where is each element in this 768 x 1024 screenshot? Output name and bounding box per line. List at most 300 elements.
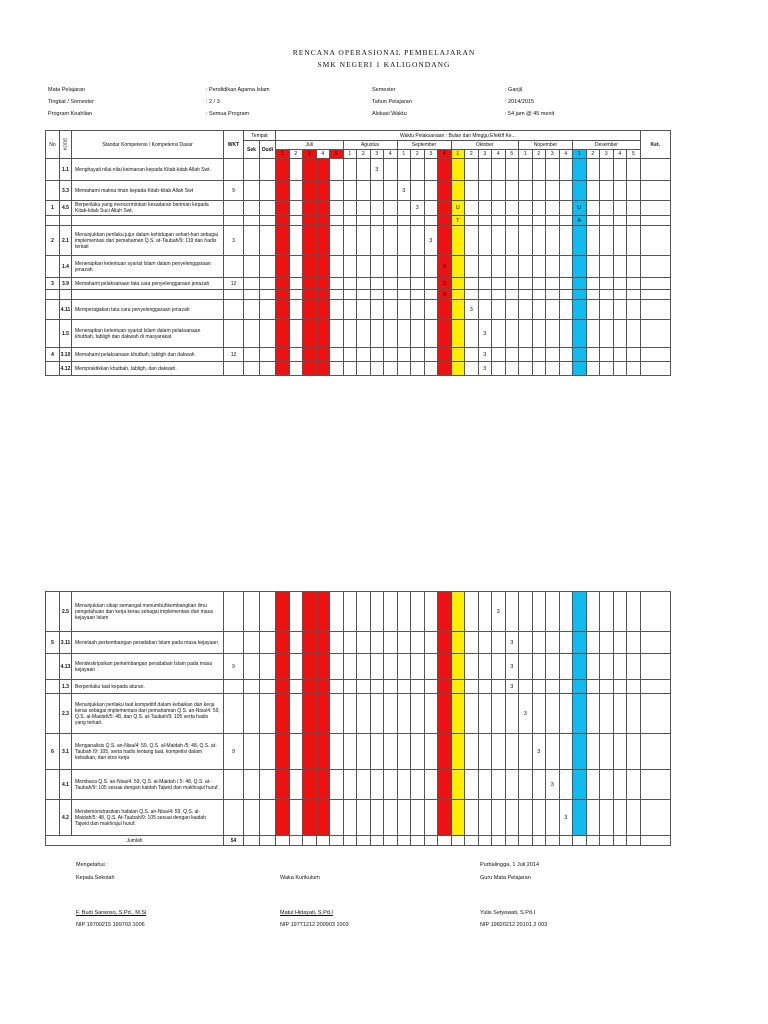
row-kd: Menunjukkan sikap semangat menumbuhkembangkan ilmu pengetahuan dan kerja keras sebagai implementasi dari masa kejayaan Islam: [72, 592, 224, 632]
week-number: 2: [411, 150, 425, 159]
week-cell: [546, 348, 560, 362]
week-cell: [316, 320, 330, 348]
week-cell: [411, 320, 425, 348]
week-cell: [316, 181, 330, 201]
week-cell: [411, 770, 425, 800]
meta-value-semester: : Ganjil: [505, 87, 523, 93]
week-cell: [546, 800, 560, 836]
week-cell: [478, 592, 492, 632]
week-cell: [519, 300, 533, 320]
week-number: 1: [573, 150, 587, 159]
week-cell: [492, 226, 506, 256]
total-empty-cell: [451, 836, 465, 846]
week-cell: [478, 680, 492, 694]
week-cell: [465, 226, 479, 256]
week-cell: [330, 290, 344, 300]
week-cell: [357, 770, 371, 800]
week-cell: [357, 290, 371, 300]
row-ket: [640, 181, 670, 201]
week-cell: [532, 216, 546, 226]
week-cell: [505, 592, 519, 632]
week-cell: [627, 632, 641, 654]
week-cell: [411, 654, 425, 680]
week-cell: [600, 320, 614, 348]
week-cell: [303, 680, 317, 694]
row-kode: 1.5: [60, 320, 72, 348]
week-cell: [424, 592, 438, 632]
week-cell: [330, 181, 344, 201]
row-ket: [640, 654, 670, 680]
week-cell: [357, 226, 371, 256]
row-wkt: 12: [224, 348, 244, 362]
week-cell: [573, 654, 587, 680]
week-cell: [276, 278, 290, 290]
week-cell: [424, 201, 438, 216]
week-cell: [505, 290, 519, 300]
week-cell: [451, 654, 465, 680]
row-no: 3: [46, 278, 60, 290]
row-no: [46, 592, 60, 632]
row-kode: 4.12: [60, 362, 72, 376]
week-cell: [316, 654, 330, 680]
week-cell: [330, 278, 344, 290]
week-cell: [627, 320, 641, 348]
week-number: 1: [451, 150, 465, 159]
meta-label-program: Program Keahlian: [48, 111, 93, 117]
week-cell: [573, 592, 587, 632]
week-cell: [370, 216, 384, 226]
week-cell: [492, 770, 506, 800]
week-cell: [478, 800, 492, 836]
week-cell: [505, 300, 519, 320]
week-cell: [357, 632, 371, 654]
week-cell: [343, 216, 357, 226]
week-cell: [397, 592, 411, 632]
week-cell: [586, 694, 600, 734]
week-cell: [519, 256, 533, 278]
table-row: [46, 181, 671, 201]
total-empty-cell: [276, 836, 290, 846]
week-cell: [370, 770, 384, 800]
week-cell: [438, 592, 452, 632]
row-no: [46, 680, 60, 694]
row-ket: [640, 226, 670, 256]
week-cell: [330, 362, 344, 376]
week-cell: [505, 226, 519, 256]
row-dudi: [260, 181, 276, 201]
week-cell: [438, 654, 452, 680]
week-cell: [492, 300, 506, 320]
week-cell: [289, 181, 303, 201]
total-empty-cell: [519, 836, 533, 846]
week-cell: [424, 632, 438, 654]
week-cell: [627, 290, 641, 300]
week-cell: [370, 201, 384, 216]
week-cell: [343, 680, 357, 694]
week-cell: [465, 632, 479, 654]
week-cell: [586, 226, 600, 256]
week-cell: 3: [411, 201, 425, 216]
row-wkt: 9: [224, 181, 244, 201]
week-cell: [303, 256, 317, 278]
week-cell: [411, 592, 425, 632]
row-dudi: [260, 216, 276, 226]
week-cell: 3: [424, 226, 438, 256]
row-ket: [640, 278, 670, 290]
week-cell: [465, 654, 479, 680]
schedule-table-1: [45, 130, 671, 376]
week-cell: [465, 680, 479, 694]
row-kd: [72, 216, 224, 226]
week-cell: [532, 680, 546, 694]
row-ket: [640, 300, 670, 320]
week-cell: [532, 201, 546, 216]
week-number: 1: [397, 150, 411, 159]
week-cell: [438, 632, 452, 654]
week-cell: 3: [478, 320, 492, 348]
week-cell: [559, 632, 573, 654]
week-cell: [411, 181, 425, 201]
week-cell: [303, 278, 317, 290]
row-sek: [244, 278, 260, 290]
week-cell: [384, 694, 398, 734]
week-cell: [276, 300, 290, 320]
week-cell: [586, 680, 600, 694]
week-cell: [424, 680, 438, 694]
week-cell: [330, 654, 344, 680]
week-cell: [424, 278, 438, 290]
week-cell: [532, 362, 546, 376]
week-number: 3: [600, 150, 614, 159]
total-empty-cell: [613, 836, 627, 846]
week-cell: [600, 348, 614, 362]
total-empty-cell: [492, 836, 506, 846]
total-label: Jumlah: [46, 836, 224, 846]
week-cell: [438, 800, 452, 836]
week-cell: [424, 300, 438, 320]
week-cell: [627, 300, 641, 320]
week-cell: [559, 694, 573, 734]
week-cell: [600, 300, 614, 320]
week-cell: [519, 770, 533, 800]
table-row: [46, 320, 671, 348]
week-cell: [546, 654, 560, 680]
week-cell: [384, 362, 398, 376]
total-empty-cell: [465, 836, 479, 846]
week-cell: [303, 800, 317, 836]
week-cell: [303, 226, 317, 256]
week-cell: [289, 320, 303, 348]
week-cell: [519, 362, 533, 376]
week-cell: [573, 800, 587, 836]
week-cell: [424, 770, 438, 800]
total-empty-cell: [438, 836, 452, 846]
total-empty-cell: [303, 836, 317, 846]
week-cell: [343, 201, 357, 216]
week-cell: [478, 159, 492, 181]
week-cell: [586, 216, 600, 226]
week-cell: [384, 592, 398, 632]
week-cell: [627, 181, 641, 201]
week-cell: [573, 300, 587, 320]
week-cell: [276, 654, 290, 680]
week-cell: [573, 694, 587, 734]
row-kd: Menganalisis Q.S. an-Nisa/4: 59, Q.S. al-Maidah /5: 48, Q.S. at-Taubah /9: 105, serta hadis tentang taat, kompetisi dalam kebaikan, dan etos kerja: [72, 734, 224, 770]
week-cell: [627, 770, 641, 800]
row-ket: [640, 159, 670, 181]
week-cell: [384, 632, 398, 654]
row-no: 6: [46, 734, 60, 770]
week-cell: [370, 278, 384, 290]
week-cell: [505, 770, 519, 800]
week-cell: [316, 592, 330, 632]
week-cell: [519, 734, 533, 770]
week-cell: [600, 770, 614, 800]
week-number: 3: [546, 150, 560, 159]
week-cell: [573, 290, 587, 300]
table-row: [46, 216, 671, 226]
meta-value-program: : Semua Program: [206, 111, 250, 117]
week-cell: [370, 654, 384, 680]
week-cell: [600, 734, 614, 770]
total-empty-cell: [600, 836, 614, 846]
row-sek: [244, 216, 260, 226]
week-cell: [370, 694, 384, 734]
row-wkt: [224, 680, 244, 694]
table-row: [46, 770, 671, 800]
week-cell: [370, 226, 384, 256]
week-cell: [370, 632, 384, 654]
week-cell: [627, 800, 641, 836]
week-number: 1: [343, 150, 357, 159]
week-cell: [627, 348, 641, 362]
week-cell: [411, 159, 425, 181]
week-cell: [276, 181, 290, 201]
row-dudi: [260, 734, 276, 770]
week-cell: [586, 770, 600, 800]
week-cell: [303, 320, 317, 348]
week-cell: [505, 216, 519, 226]
week-cell: [627, 201, 641, 216]
week-cell: [546, 592, 560, 632]
row-sek: [244, 201, 260, 216]
week-cell: [559, 181, 573, 201]
week-cell: [397, 201, 411, 216]
week-cell: [613, 770, 627, 800]
week-cell: [289, 201, 303, 216]
week-cell: [303, 632, 317, 654]
week-cell: [397, 159, 411, 181]
row-no: [46, 256, 60, 278]
week-cell: [546, 362, 560, 376]
row-kode: 2.5: [60, 592, 72, 632]
week-cell: [492, 694, 506, 734]
table-row: [46, 800, 671, 836]
row-wkt: [224, 770, 244, 800]
week-cell: [478, 226, 492, 256]
week-cell: [357, 680, 371, 694]
row-kd: Menghayati nilai-nilai keimanan kepada Kitab-kitab Allah Swt.: [72, 159, 224, 181]
week-cell: [586, 348, 600, 362]
week-cell: [627, 694, 641, 734]
row-wkt: 9: [224, 654, 244, 680]
week-cell: [586, 320, 600, 348]
week-cell: [505, 694, 519, 734]
week-number: 2: [465, 150, 479, 159]
week-cell: [546, 181, 560, 201]
month-header: Agustus: [343, 141, 397, 150]
week-cell: U: [451, 201, 465, 216]
row-dudi: [260, 694, 276, 734]
week-cell: [519, 348, 533, 362]
week-cell: [600, 592, 614, 632]
table-row: [46, 694, 671, 734]
week-cell: [546, 632, 560, 654]
week-cell: [600, 632, 614, 654]
week-cell: 3: [505, 632, 519, 654]
week-cell: [546, 680, 560, 694]
week-cell: [384, 654, 398, 680]
week-cell: [546, 216, 560, 226]
row-kode: 4.1: [60, 770, 72, 800]
week-cell: [451, 348, 465, 362]
table-row: [46, 300, 671, 320]
week-cell: [627, 362, 641, 376]
sign-role-kepsek: Kepala Sekolah: [76, 875, 115, 881]
table-row: [46, 592, 671, 632]
week-cell: [600, 290, 614, 300]
row-no: [46, 320, 60, 348]
week-cell: [532, 278, 546, 290]
week-cell: [289, 278, 303, 290]
meta-label-mapel: Mata Pelajaran: [48, 87, 85, 93]
week-cell: 3: [546, 770, 560, 800]
week-cell: [384, 159, 398, 181]
total-empty-cell: [316, 836, 330, 846]
week-cell: [586, 278, 600, 290]
header-kode: [60, 131, 72, 159]
total-empty-cell: [260, 836, 276, 846]
week-number: 4: [613, 150, 627, 159]
week-cell: [586, 300, 600, 320]
week-cell: [586, 632, 600, 654]
week-cell: [492, 734, 506, 770]
row-kode: 1.4: [60, 256, 72, 278]
week-cell: [613, 216, 627, 226]
week-cell: [289, 654, 303, 680]
week-cell: [438, 362, 452, 376]
week-cell: [424, 800, 438, 836]
week-number: 4: [438, 150, 452, 159]
header-waktu: Waktu Pelaksanaan : Bulan dan Minggu Efektif Ke...: [276, 131, 641, 141]
week-cell: [357, 734, 371, 770]
row-kode: 1.3: [60, 680, 72, 694]
row-wkt: [224, 201, 244, 216]
week-cell: [519, 632, 533, 654]
week-cell: [330, 256, 344, 278]
row-wkt: 9: [224, 734, 244, 770]
week-cell: [613, 201, 627, 216]
row-no: 5: [46, 632, 60, 654]
week-cell: [478, 734, 492, 770]
week-cell: [465, 800, 479, 836]
week-cell: [438, 320, 452, 348]
row-wkt: [224, 592, 244, 632]
row-no: [46, 159, 60, 181]
week-cell: [465, 770, 479, 800]
week-cell: [357, 300, 371, 320]
week-cell: [397, 680, 411, 694]
week-cell: [424, 159, 438, 181]
row-sek: [244, 770, 260, 800]
row-dudi: [260, 278, 276, 290]
total-empty-cell: [573, 836, 587, 846]
week-cell: [343, 734, 357, 770]
week-cell: [343, 320, 357, 348]
week-cell: 3: [465, 300, 479, 320]
week-cell: [343, 694, 357, 734]
meta-label-tahun: Tahun Pelajaran: [372, 99, 412, 105]
row-wkt: [224, 694, 244, 734]
week-cell: [519, 278, 533, 290]
week-cell: [343, 800, 357, 836]
week-cell: [276, 226, 290, 256]
week-cell: [505, 181, 519, 201]
week-cell: [613, 592, 627, 632]
week-cell: [465, 290, 479, 300]
week-cell: [397, 654, 411, 680]
week-cell: [492, 216, 506, 226]
week-cell: [303, 300, 317, 320]
row-no: [46, 654, 60, 680]
week-cell: [600, 181, 614, 201]
week-cell: [492, 278, 506, 290]
week-cell: [613, 362, 627, 376]
week-cell: [627, 278, 641, 290]
total-empty-cell: [505, 836, 519, 846]
week-cell: U: [573, 201, 587, 216]
week-cell: [465, 278, 479, 290]
row-wkt: [224, 362, 244, 376]
row-ket: [640, 256, 670, 278]
week-cell: [357, 320, 371, 348]
row-kd: Memahami pelaksanaan khutbah, tabligh dan dakwah: [72, 348, 224, 362]
row-kd: Menunjukkan perilaku taat kompetitif dalam kebaikan dan kerja keras sebagai implementasi dari pemahaman Q.S. an-Nisa/4: 59, Q.S. al-Maidah/5: 48, dan Q.S. at-Taubah/9: 105 serta hadis yang terkait.: [72, 694, 224, 734]
row-dudi: [260, 680, 276, 694]
week-number: 4: [384, 150, 398, 159]
week-cell: [478, 216, 492, 226]
week-number: 4: [492, 150, 506, 159]
meta-value-mapel: : Pendidikan Agama Islam: [206, 87, 270, 93]
week-cell: [289, 290, 303, 300]
week-cell: [505, 256, 519, 278]
row-wkt: [224, 632, 244, 654]
week-cell: [559, 654, 573, 680]
week-cell: 3: [519, 694, 533, 734]
row-ket: [640, 362, 670, 376]
week-cell: [532, 694, 546, 734]
week-cell: [370, 256, 384, 278]
week-cell: [532, 159, 546, 181]
month-header: September: [397, 141, 451, 150]
row-dudi: [260, 226, 276, 256]
week-cell: [357, 181, 371, 201]
month-header: Juli: [276, 141, 344, 150]
meta-label-alokasi: Alokasi Waktu: [372, 111, 407, 117]
sign-nip-guru: NIP 19820212 20101 2 003: [480, 922, 548, 928]
table-row: [46, 734, 671, 770]
week-cell: [424, 734, 438, 770]
